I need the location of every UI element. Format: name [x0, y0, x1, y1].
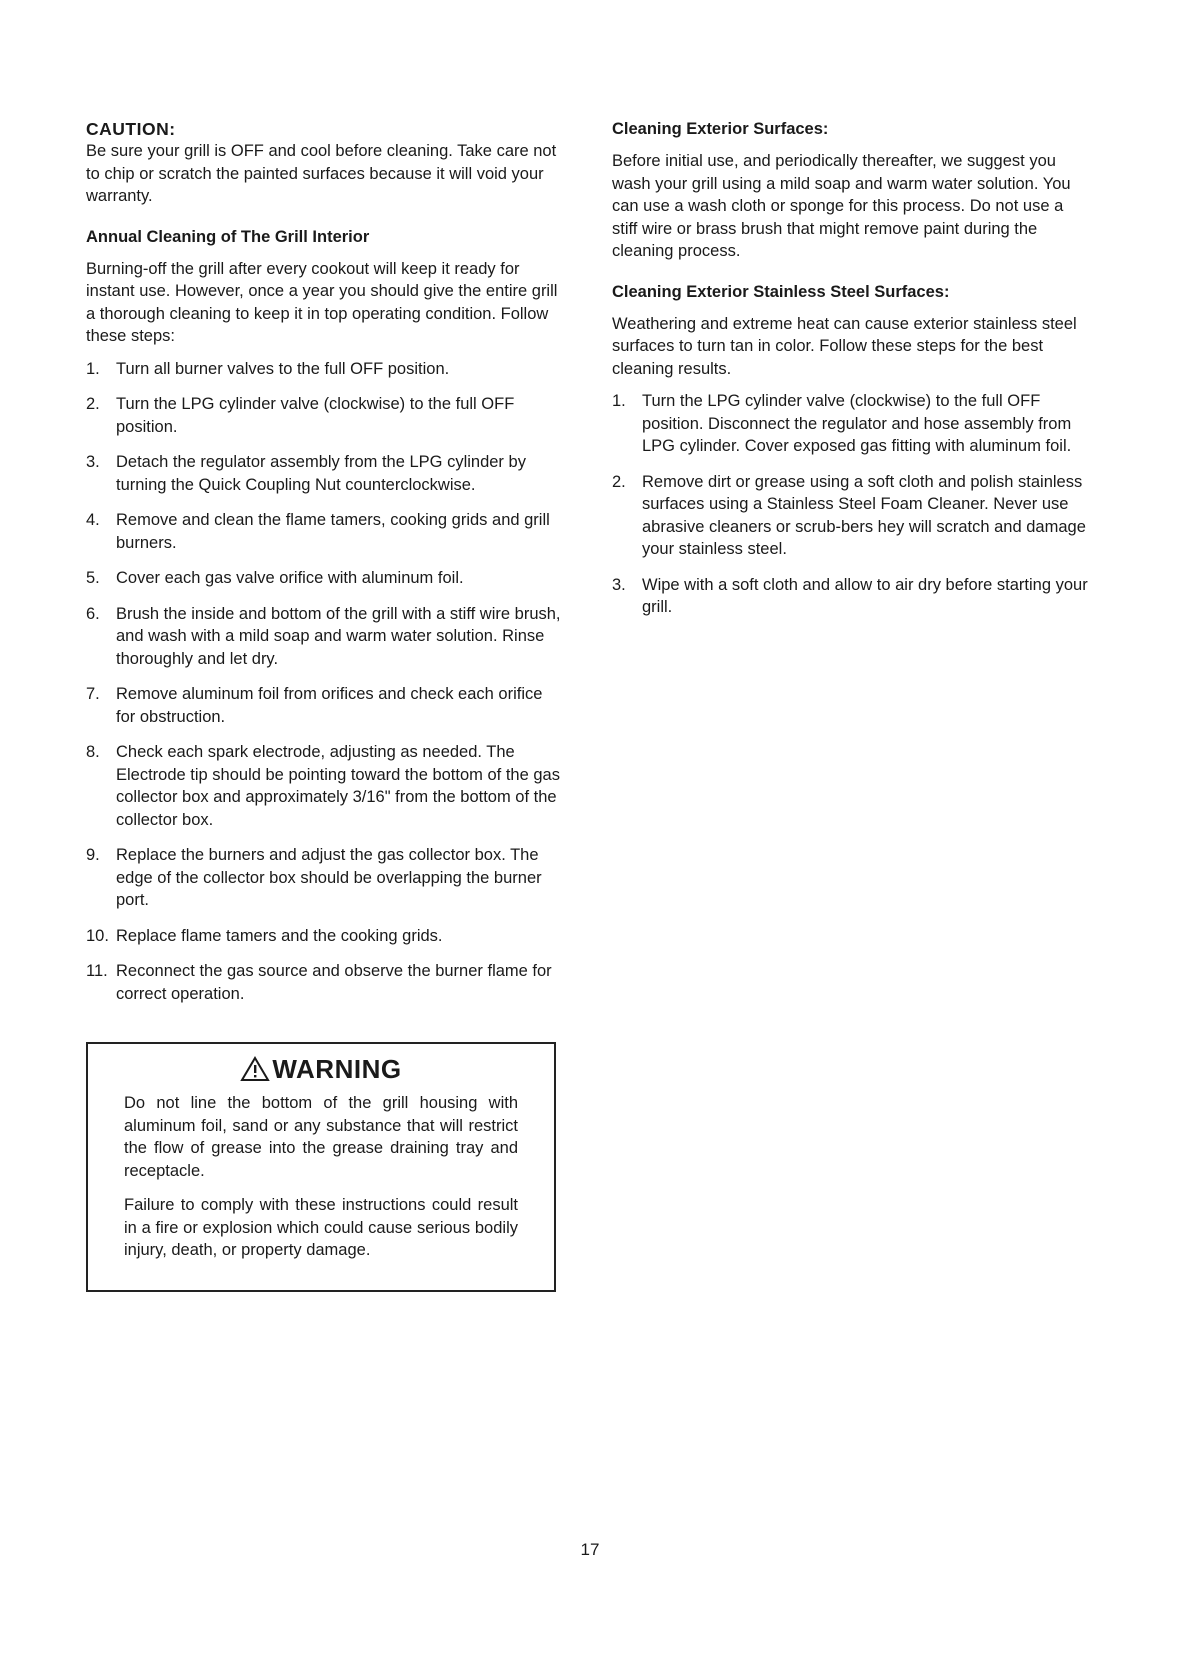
left-column [86, 118, 564, 1018]
warning-paragraph-1: Do not line the bottom of the grill housing with aluminum foil, sand or any substance that will restrict the flow of grease into the grease draining tray and receptacle. [124, 1094, 518, 1180]
list-item: 11. Reconnect the gas source and observe the burner flame for correct operation. [86, 962, 552, 1003]
list-item: 1. Turn the LPG cylinder valve (clockwise) to the full OFF position. Disconnect the regulator and hose assembly from LPG cylinder. Cover exposed gas fitting with aluminum foil. [612, 392, 1072, 455]
warning-title-text: WARNING [272, 1054, 402, 1084]
list-item: 3. Wipe with a soft cloth and allow to air dry before starting your grill. [612, 575, 1088, 616]
annual-cleaning-intro: Burning-off the grill after every cookout will keep it ready for instant use. However, once a year you should give the entire grill a thorough cleaning to keep it in top operating condition. Follow these steps: [86, 259, 558, 345]
list-item: 9. Replace the burners and adjust the gas collector box. The edge of the collector box should be overlapping the burner port. [86, 846, 542, 909]
warning-title [124, 1054, 518, 1084]
list-item: 7. Remove aluminum foil from orifices and check each orifice for obstruction. [86, 685, 543, 726]
page-number: 17 [580, 1540, 600, 1559]
list-item: 2. Turn the LPG cylinder valve (clockwise) to the full OFF position. [86, 395, 515, 436]
exterior-surfaces-text: Before initial use, and periodically thereafter, we suggest you wash your grill using a mild soap and warm water solution. You can use a wash cloth or sponge for this process. Do not use a stiff wire or brass brush that might remove paint during the cleaning process. [612, 152, 1071, 260]
stainless-steel-steps [612, 390, 1092, 619]
list-item: 3. Detach the regulator assembly from the LPG cylinder by turning the Quick Coupling Nut counterclockwise. [86, 453, 526, 494]
list-item: 8. Check each spark electrode, adjusting as needed. The Electrode tip should be pointing toward the bottom of the gas collector box and approximately 3/16" from the bottom of the collector box. [86, 743, 560, 829]
annual-cleaning-heading: Annual Cleaning of The Grill Interior [86, 227, 370, 246]
right-column [612, 118, 1092, 632]
warning-triangle-icon [240, 1056, 270, 1082]
warning-paragraph-2: Failure to comply with these instructions could result in a fire or explosion which could cause serious bodily injury, death, or property damage. [124, 1196, 518, 1259]
exterior-surfaces-heading: Cleaning Exterior Surfaces: [612, 120, 829, 138]
list-item: 2. Remove dirt or grease using a soft cloth and polish stainless surfaces using a Stainless Steel Foam Cleaner. Never use abrasive cleaners or scrub-bers hey will scratch and damage your stainless steel. [612, 472, 1086, 558]
list-item: 6. Brush the inside and bottom of the grill with a stiff wire brush, and wash with a mild soap and warm water solution. Rinse thoroughly and let dry. [86, 604, 561, 668]
warning-box [86, 1042, 556, 1292]
list-item: 1. Turn all burner valves to the full OFF position. [86, 359, 450, 378]
stainless-steel-intro: Weathering and extreme heat can cause exterior stainless steel surfaces to turn tan in color. Follow these steps for the best cleaning results. [612, 314, 1077, 378]
stainless-steel-heading: Cleaning Exterior Stainless Steel Surfaces: [612, 282, 950, 301]
annual-cleaning-steps [86, 358, 564, 1006]
caution-heading: CAUTION: [86, 119, 176, 139]
list-item: 10. Replace flame tamers and the cooking grids. [86, 926, 443, 945]
list-item: 5. Cover each gas valve orifice with aluminum foil. [86, 569, 464, 587]
list-item: 4. Remove and clean the flame tamers, cooking grids and grill burners. [86, 511, 550, 552]
caution-text: Be sure your grill is OFF and cool before cleaning. Take care not to chip or scratch the painted surfaces because it will void your warranty. [86, 142, 557, 205]
